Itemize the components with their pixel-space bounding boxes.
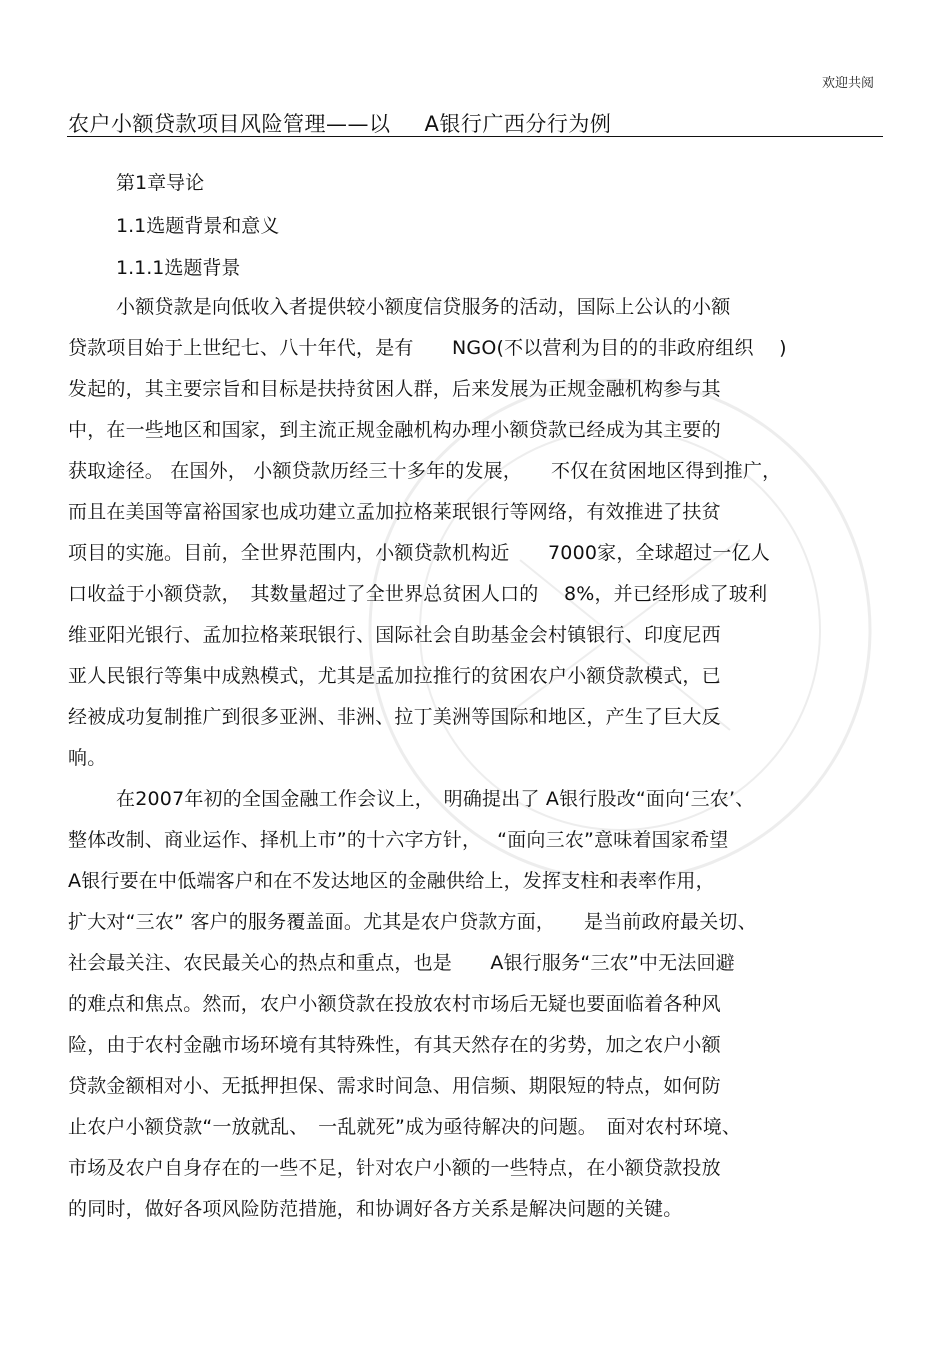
paragraph-line: 扩大对“三农” 客户的服务覆盖面。尤其是农户贷款方面， 是当前政府最关切、 — [68, 911, 757, 933]
title-rule — [67, 136, 883, 137]
paragraph-line: 亚人民银行等集中成熟模式，尤其是孟加拉推行的贫困农户小额贷款模式，已 — [68, 665, 721, 687]
paragraph-line: 整体改制、商业运作、择机上市”的十六字方针， “面向三农”意味着国家希望 — [68, 829, 729, 851]
section-heading: 1.1选题背景和意义 — [116, 215, 280, 237]
paragraph-line: A银行要在中低端客户和在不发达地区的金融供给上，发挥支柱和表率作用， — [68, 870, 715, 892]
paragraph-line: 经被成功复制推广到很多亚洲、非洲、拉丁美洲等国际和地区，产生了巨大反 — [68, 706, 721, 728]
paragraph-line: 小额贷款是向低收入者提供较小额度信贷服务的活动，国际上公认的小额 — [116, 296, 731, 318]
paragraph-line: 中，在一些地区和国家，到主流正规金融机构办理小额贷款已经成为其主要的 — [68, 419, 721, 441]
paragraph-line: 获取途径。 在国外， 小额贷款历经三十多年的发展， 不仅在贫困地区得到推广， — [68, 460, 782, 482]
document-title-part1: 农户小额贷款项目风险管理——以 — [68, 112, 391, 136]
paragraph-line: 的同时，做好各项风险防范措施，和协调好各方关系是解决问题的关键。 — [68, 1198, 683, 1220]
header-corner-label: 欢迎共阅 — [821, 76, 874, 91]
document-title — [68, 108, 883, 138]
paragraph-line: 发起的，其主要宗旨和目标是扶持贫困人群，后来发展为正规金融机构参与其 — [68, 378, 721, 400]
paragraph-line: 在2007年初的全国金融工作会议上， 明确提出了 A银行股改“面向‘三农’、 — [116, 788, 755, 810]
paragraph-line: 贷款项目始于上世纪七、八十年代，是有 NGO(不以营利为目的的非政府组织 ) — [68, 337, 787, 359]
chapter-heading: 第1章导论 — [116, 172, 205, 194]
body-text — [68, 287, 883, 1230]
paragraph-line: 响。 — [68, 747, 107, 769]
paragraph-line: 维亚阳光银行、孟加拉格莱珉银行、国际社会自助基金会村镇银行、印度尼西 — [68, 624, 721, 646]
paragraph-line: 而且在美国等富裕国家也成功建立孟加拉格莱珉银行等网络，有效推进了扶贫 — [68, 501, 721, 523]
paragraph-line: 市场及农户自身存在的一些不足，针对农户小额的一些特点，在小额贷款投放 — [68, 1157, 721, 1179]
paragraph — [68, 287, 883, 779]
paragraph — [68, 779, 883, 1230]
paragraph-line: 险，由于农村金融市场环境有其特殊性，有其天然存在的劣势，加之农户小额 — [68, 1034, 721, 1056]
paragraph-line: 口收益于小额贷款， 其数量超过了全世界总贫困人口的 8%，并已经形成了玻利 — [68, 583, 768, 605]
paragraph-line: 的难点和焦点。然而，农户小额贷款在投放农村市场后无疑也要面临着各种风 — [68, 993, 721, 1015]
paragraph-line: 贷款金额相对小、无抵押担保、需求时间急、用信频、期限短的特点，如何防 — [68, 1075, 721, 1097]
subsection-heading: 1.1.1选题背景 — [116, 257, 241, 279]
paragraph-line: 社会最关注、农民最关心的热点和重点，也是 A银行服务“三农”中无法回避 — [68, 952, 735, 974]
document-title-part2: A银行广西分行为例 — [424, 112, 612, 136]
paragraph-line: 止农户小额贷款“一放就乱、 一乱就死”成为亟待解决的问题。 面对农村环境、 — [68, 1116, 742, 1138]
paragraph-line: 项目的实施。目前，全世界范围内，小额贷款机构近 7000家，全球超过一亿人 — [68, 542, 770, 564]
